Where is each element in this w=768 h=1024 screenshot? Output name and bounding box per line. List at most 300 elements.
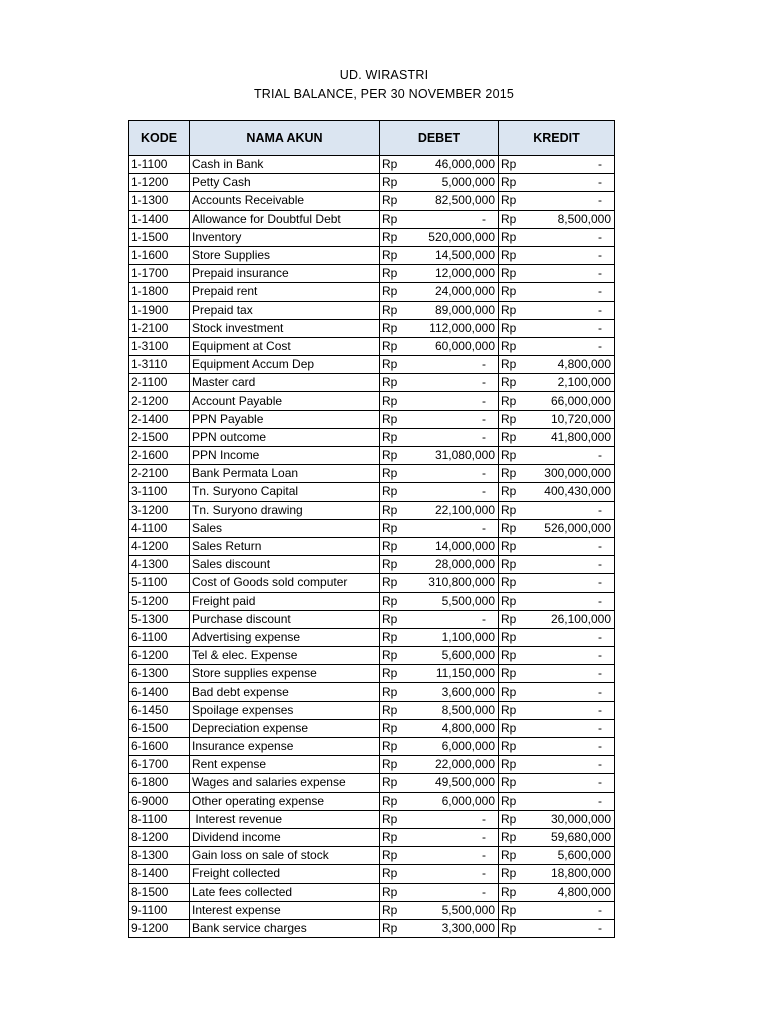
kredit-value bbox=[501, 502, 611, 519]
debet-value bbox=[382, 338, 495, 355]
kredit-amount: - bbox=[598, 302, 602, 317]
kredit-cell bbox=[499, 319, 615, 337]
kredit-cell bbox=[499, 901, 615, 919]
currency-label: Rp bbox=[382, 539, 398, 554]
table-row bbox=[129, 828, 615, 846]
kredit-amount: - bbox=[598, 157, 602, 172]
kredit-cell bbox=[499, 356, 615, 374]
account-name-cell: Master card bbox=[190, 374, 380, 392]
kredit-cell bbox=[499, 865, 615, 883]
kredit-amount: 4,800,000 bbox=[557, 884, 611, 899]
account-name-cell: Wages and salaries expense bbox=[190, 774, 380, 792]
account-name-cell: Dividend income bbox=[190, 828, 380, 846]
currency-label: Rp bbox=[501, 557, 517, 572]
currency-label: Rp bbox=[501, 448, 517, 463]
table-row bbox=[129, 356, 615, 374]
account-code-cell: 4-1200 bbox=[129, 537, 190, 555]
kredit-value bbox=[501, 447, 611, 464]
debet-value bbox=[382, 520, 495, 537]
kredit-value bbox=[501, 338, 611, 355]
currency-label: Rp bbox=[501, 702, 517, 717]
kredit-cell bbox=[499, 537, 615, 555]
account-name-cell: Stock investment bbox=[190, 319, 380, 337]
debet-cell bbox=[380, 774, 499, 792]
currency-label: Rp bbox=[501, 229, 517, 244]
currency-label: Rp bbox=[382, 284, 398, 299]
currency-label: Rp bbox=[382, 320, 398, 335]
currency-label: Rp bbox=[501, 266, 517, 281]
debet-value bbox=[382, 429, 495, 446]
currency-label: Rp bbox=[382, 248, 398, 263]
currency-label: Rp bbox=[501, 757, 517, 772]
account-code-cell: 2-1400 bbox=[129, 410, 190, 428]
currency-label: Rp bbox=[382, 229, 398, 244]
kredit-cell bbox=[499, 210, 615, 228]
currency-label: Rp bbox=[501, 648, 517, 663]
debet-value bbox=[382, 156, 495, 173]
debet-amount: - bbox=[482, 375, 486, 390]
account-name-cell: Sales discount bbox=[190, 556, 380, 574]
kredit-amount: - bbox=[598, 448, 602, 463]
currency-label: Rp bbox=[382, 848, 398, 863]
debet-amount: - bbox=[482, 211, 486, 226]
kredit-value bbox=[501, 302, 611, 319]
kredit-cell bbox=[499, 610, 615, 628]
account-name-cell: Equipment Accum Dep bbox=[190, 356, 380, 374]
debet-cell bbox=[380, 865, 499, 883]
table-body bbox=[129, 156, 615, 938]
kredit-value bbox=[501, 574, 611, 591]
currency-label: Rp bbox=[382, 157, 398, 172]
currency-label: Rp bbox=[382, 575, 398, 590]
account-code-cell: 2-1100 bbox=[129, 374, 190, 392]
currency-label: Rp bbox=[382, 338, 398, 353]
table-row bbox=[129, 192, 615, 210]
currency-label: Rp bbox=[501, 193, 517, 208]
account-name-cell: Cost of Goods sold computer bbox=[190, 574, 380, 592]
table-row bbox=[129, 465, 615, 483]
kredit-value bbox=[501, 829, 611, 846]
account-code-cell: 6-1400 bbox=[129, 683, 190, 701]
kredit-amount: - bbox=[598, 539, 602, 554]
column-header-nama-akun: NAMA AKUN bbox=[190, 121, 380, 156]
account-name-cell: Tel & elec. Expense bbox=[190, 647, 380, 665]
currency-label: Rp bbox=[501, 575, 517, 590]
account-code-cell: 1-1400 bbox=[129, 210, 190, 228]
kredit-cell bbox=[499, 265, 615, 283]
kredit-amount: 59,680,000 bbox=[550, 830, 611, 845]
kredit-cell bbox=[499, 246, 615, 264]
account-code-cell: 1-1900 bbox=[129, 301, 190, 319]
account-code-cell: 2-1200 bbox=[129, 392, 190, 410]
debet-amount: 82,500,000 bbox=[434, 193, 495, 208]
table-row bbox=[129, 774, 615, 792]
kredit-cell bbox=[499, 683, 615, 701]
debet-amount: 14,000,000 bbox=[434, 539, 495, 554]
account-code-cell: 1-3110 bbox=[129, 356, 190, 374]
kredit-value bbox=[501, 483, 611, 500]
currency-label: Rp bbox=[382, 448, 398, 463]
table-row bbox=[129, 756, 615, 774]
currency-label: Rp bbox=[382, 757, 398, 772]
column-header-kredit: KREDIT bbox=[499, 121, 615, 156]
debet-amount: 31,080,000 bbox=[434, 448, 495, 463]
kredit-value bbox=[501, 720, 611, 737]
kredit-value bbox=[501, 465, 611, 482]
kredit-value bbox=[501, 520, 611, 537]
kredit-cell bbox=[499, 665, 615, 683]
account-name-cell: Bank service charges bbox=[190, 919, 380, 937]
currency-label: Rp bbox=[382, 175, 398, 190]
currency-label: Rp bbox=[501, 611, 517, 626]
kredit-cell bbox=[499, 756, 615, 774]
kredit-cell bbox=[499, 574, 615, 592]
kredit-value bbox=[501, 611, 611, 628]
debet-value bbox=[382, 320, 495, 337]
kredit-value bbox=[501, 902, 611, 919]
kredit-amount: - bbox=[598, 320, 602, 335]
table-row bbox=[129, 610, 615, 628]
account-name-cell: Inventory bbox=[190, 228, 380, 246]
debet-value bbox=[382, 593, 495, 610]
account-code-cell: 8-1100 bbox=[129, 810, 190, 828]
account-code-cell: 6-1450 bbox=[129, 701, 190, 719]
table-row bbox=[129, 374, 615, 392]
debet-value bbox=[382, 302, 495, 319]
currency-label: Rp bbox=[382, 411, 398, 426]
debet-cell bbox=[380, 465, 499, 483]
debet-amount: 4,800,000 bbox=[441, 720, 495, 735]
debet-cell bbox=[380, 283, 499, 301]
kredit-cell bbox=[499, 192, 615, 210]
table-row bbox=[129, 719, 615, 737]
debet-value bbox=[382, 829, 495, 846]
debet-amount: - bbox=[482, 848, 486, 863]
currency-label: Rp bbox=[501, 884, 517, 899]
account-code-cell: 8-1500 bbox=[129, 883, 190, 901]
table-row bbox=[129, 174, 615, 192]
kredit-amount: - bbox=[598, 557, 602, 572]
debet-cell bbox=[380, 665, 499, 683]
account-name-cell: Depreciation expense bbox=[190, 719, 380, 737]
debet-amount: 28,000,000 bbox=[434, 557, 495, 572]
debet-amount: 89,000,000 bbox=[434, 302, 495, 317]
account-name-cell: Freight paid bbox=[190, 592, 380, 610]
account-code-cell: 3-1200 bbox=[129, 501, 190, 519]
kredit-amount: - bbox=[598, 229, 602, 244]
kredit-amount: 30,000,000 bbox=[550, 811, 611, 826]
currency-label: Rp bbox=[501, 811, 517, 826]
kredit-value bbox=[501, 156, 611, 173]
kredit-cell bbox=[499, 647, 615, 665]
debet-value bbox=[382, 374, 495, 391]
debet-cell bbox=[380, 828, 499, 846]
debet-cell bbox=[380, 246, 499, 264]
currency-label: Rp bbox=[501, 502, 517, 517]
table-row bbox=[129, 683, 615, 701]
debet-value bbox=[382, 538, 495, 555]
debet-cell bbox=[380, 719, 499, 737]
table-row bbox=[129, 647, 615, 665]
kredit-amount: - bbox=[598, 920, 602, 935]
account-name-cell: Allowance for Doubtful Debt bbox=[190, 210, 380, 228]
kredit-amount: - bbox=[598, 593, 602, 608]
debet-value bbox=[382, 847, 495, 864]
kredit-amount: 10,720,000 bbox=[550, 411, 611, 426]
currency-label: Rp bbox=[501, 593, 517, 608]
debet-amount: 22,000,000 bbox=[434, 757, 495, 772]
account-name-cell: Purchase discount bbox=[190, 610, 380, 628]
currency-label: Rp bbox=[382, 902, 398, 917]
kredit-value bbox=[501, 847, 611, 864]
currency-label: Rp bbox=[501, 684, 517, 699]
debet-value bbox=[382, 920, 495, 937]
currency-label: Rp bbox=[501, 520, 517, 535]
debet-amount: - bbox=[482, 611, 486, 626]
kredit-amount: 5,600,000 bbox=[557, 848, 611, 863]
account-name-cell: Freight collected bbox=[190, 865, 380, 883]
kredit-amount: - bbox=[598, 193, 602, 208]
currency-label: Rp bbox=[501, 375, 517, 390]
account-code-cell: 1-1100 bbox=[129, 156, 190, 174]
debet-value bbox=[382, 811, 495, 828]
currency-label: Rp bbox=[382, 884, 398, 899]
table-row bbox=[129, 519, 615, 537]
debet-value bbox=[382, 793, 495, 810]
kredit-cell bbox=[499, 483, 615, 501]
kredit-cell bbox=[499, 283, 615, 301]
currency-label: Rp bbox=[382, 648, 398, 663]
kredit-value bbox=[501, 556, 611, 573]
kredit-cell bbox=[499, 174, 615, 192]
currency-label: Rp bbox=[382, 920, 398, 935]
account-code-cell: 1-1800 bbox=[129, 283, 190, 301]
debet-amount: 8,500,000 bbox=[441, 702, 495, 717]
debet-amount: - bbox=[482, 466, 486, 481]
debet-value bbox=[382, 884, 495, 901]
account-name-cell: Sales Return bbox=[190, 537, 380, 555]
table-row bbox=[129, 556, 615, 574]
table-row bbox=[129, 592, 615, 610]
table-row bbox=[129, 792, 615, 810]
kredit-value bbox=[501, 411, 611, 428]
account-name-cell: Sales bbox=[190, 519, 380, 537]
currency-label: Rp bbox=[382, 193, 398, 208]
debet-amount: 5,500,000 bbox=[441, 902, 495, 917]
currency-label: Rp bbox=[501, 484, 517, 499]
debet-amount: 24,000,000 bbox=[434, 284, 495, 299]
debet-cell bbox=[380, 174, 499, 192]
account-code-cell: 1-3100 bbox=[129, 337, 190, 355]
currency-label: Rp bbox=[382, 866, 398, 881]
table-row bbox=[129, 883, 615, 901]
currency-label: Rp bbox=[501, 902, 517, 917]
account-name-cell: Advertising expense bbox=[190, 628, 380, 646]
currency-label: Rp bbox=[382, 302, 398, 317]
account-code-cell: 6-1200 bbox=[129, 647, 190, 665]
kredit-amount: - bbox=[598, 902, 602, 917]
currency-label: Rp bbox=[501, 157, 517, 172]
kredit-amount: 18,800,000 bbox=[550, 866, 611, 881]
debet-amount: - bbox=[482, 429, 486, 444]
currency-label: Rp bbox=[382, 720, 398, 735]
currency-label: Rp bbox=[501, 466, 517, 481]
kredit-value bbox=[501, 647, 611, 664]
account-code-cell: 5-1100 bbox=[129, 574, 190, 592]
column-header-kode: KODE bbox=[129, 121, 190, 156]
account-name-cell: Accounts Receivable bbox=[190, 192, 380, 210]
debet-value bbox=[382, 229, 495, 246]
kredit-amount: - bbox=[598, 757, 602, 772]
currency-label: Rp bbox=[382, 266, 398, 281]
kredit-amount: 400,430,000 bbox=[544, 484, 611, 499]
currency-label: Rp bbox=[501, 248, 517, 263]
table-row bbox=[129, 228, 615, 246]
account-name-cell: Prepaid insurance bbox=[190, 265, 380, 283]
kredit-cell bbox=[499, 919, 615, 937]
debet-cell bbox=[380, 756, 499, 774]
debet-cell bbox=[380, 337, 499, 355]
kredit-cell bbox=[499, 738, 615, 756]
table-row bbox=[129, 810, 615, 828]
debet-cell bbox=[380, 556, 499, 574]
table-row bbox=[129, 301, 615, 319]
currency-label: Rp bbox=[501, 320, 517, 335]
kredit-amount: 4,800,000 bbox=[557, 357, 611, 372]
debet-value bbox=[382, 629, 495, 646]
table-row bbox=[129, 574, 615, 592]
kredit-amount: - bbox=[598, 175, 602, 190]
kredit-value bbox=[501, 429, 611, 446]
account-code-cell: 2-1600 bbox=[129, 447, 190, 465]
debet-amount: - bbox=[482, 811, 486, 826]
currency-label: Rp bbox=[382, 775, 398, 790]
debet-cell bbox=[380, 156, 499, 174]
kredit-amount: 526,000,000 bbox=[544, 520, 611, 535]
table-row bbox=[129, 919, 615, 937]
account-code-cell: 4-1100 bbox=[129, 519, 190, 537]
kredit-amount: - bbox=[598, 575, 602, 590]
currency-label: Rp bbox=[501, 720, 517, 735]
currency-label: Rp bbox=[382, 375, 398, 390]
kredit-value bbox=[501, 793, 611, 810]
debet-cell bbox=[380, 792, 499, 810]
table-row bbox=[129, 537, 615, 555]
debet-value bbox=[382, 702, 495, 719]
currency-label: Rp bbox=[501, 284, 517, 299]
account-code-cell: 1-1200 bbox=[129, 174, 190, 192]
kredit-value bbox=[501, 211, 611, 228]
currency-label: Rp bbox=[501, 411, 517, 426]
kredit-cell bbox=[499, 792, 615, 810]
currency-label: Rp bbox=[382, 484, 398, 499]
table-row bbox=[129, 265, 615, 283]
account-code-cell: 6-1300 bbox=[129, 665, 190, 683]
kredit-value bbox=[501, 538, 611, 555]
table-row bbox=[129, 447, 615, 465]
account-code-cell: 1-1700 bbox=[129, 265, 190, 283]
debet-value bbox=[382, 411, 495, 428]
account-name-cell: Insurance expense bbox=[190, 738, 380, 756]
account-code-cell: 5-1300 bbox=[129, 610, 190, 628]
kredit-amount: 41,800,000 bbox=[550, 429, 611, 444]
debet-amount: - bbox=[482, 357, 486, 372]
debet-value bbox=[382, 665, 495, 682]
debet-amount: 3,600,000 bbox=[441, 684, 495, 699]
kredit-amount: - bbox=[598, 629, 602, 644]
account-name-cell: Equipment at Cost bbox=[190, 337, 380, 355]
debet-cell bbox=[380, 228, 499, 246]
table-row bbox=[129, 283, 615, 301]
kredit-cell bbox=[499, 883, 615, 901]
debet-amount: - bbox=[482, 393, 486, 408]
currency-label: Rp bbox=[382, 684, 398, 699]
kredit-value bbox=[501, 320, 611, 337]
kredit-value bbox=[501, 629, 611, 646]
debet-amount: 22,100,000 bbox=[434, 502, 495, 517]
kredit-value bbox=[501, 393, 611, 410]
debet-amount: 5,000,000 bbox=[441, 175, 495, 190]
debet-amount: - bbox=[482, 411, 486, 426]
kredit-cell bbox=[499, 428, 615, 446]
debet-amount: 310,800,000 bbox=[428, 575, 495, 590]
kredit-cell bbox=[499, 337, 615, 355]
debet-cell bbox=[380, 192, 499, 210]
debet-amount: 14,500,000 bbox=[434, 248, 495, 263]
currency-label: Rp bbox=[501, 739, 517, 754]
debet-value bbox=[382, 447, 495, 464]
account-code-cell: 4-1300 bbox=[129, 556, 190, 574]
table-row bbox=[129, 501, 615, 519]
kredit-amount: - bbox=[598, 502, 602, 517]
table-header-row bbox=[129, 121, 615, 156]
kredit-value bbox=[501, 756, 611, 773]
debet-cell bbox=[380, 628, 499, 646]
debet-value bbox=[382, 556, 495, 573]
debet-cell bbox=[380, 392, 499, 410]
account-name-cell: Store supplies expense bbox=[190, 665, 380, 683]
debet-amount: 6,000,000 bbox=[441, 793, 495, 808]
debet-amount: 5,500,000 bbox=[441, 593, 495, 608]
currency-label: Rp bbox=[501, 211, 517, 226]
account-name-cell: Prepaid rent bbox=[190, 283, 380, 301]
debet-cell bbox=[380, 901, 499, 919]
debet-value bbox=[382, 756, 495, 773]
currency-label: Rp bbox=[501, 429, 517, 444]
kredit-value bbox=[501, 738, 611, 755]
kredit-amount: - bbox=[598, 739, 602, 754]
debet-amount: - bbox=[482, 520, 486, 535]
account-name-cell: Rent expense bbox=[190, 756, 380, 774]
currency-label: Rp bbox=[501, 920, 517, 935]
debet-value bbox=[382, 192, 495, 209]
kredit-cell bbox=[499, 465, 615, 483]
currency-label: Rp bbox=[501, 848, 517, 863]
kredit-amount: - bbox=[598, 248, 602, 263]
kredit-cell bbox=[499, 392, 615, 410]
kredit-cell bbox=[499, 592, 615, 610]
debet-value bbox=[382, 574, 495, 591]
account-name-cell: Bad debt expense bbox=[190, 683, 380, 701]
currency-label: Rp bbox=[501, 357, 517, 372]
currency-label: Rp bbox=[382, 557, 398, 572]
account-name-cell: Store Supplies bbox=[190, 246, 380, 264]
kredit-cell bbox=[499, 447, 615, 465]
account-code-cell: 1-1500 bbox=[129, 228, 190, 246]
currency-label: Rp bbox=[382, 629, 398, 644]
account-name-cell: Late fees collected bbox=[190, 883, 380, 901]
account-code-cell: 6-1800 bbox=[129, 774, 190, 792]
